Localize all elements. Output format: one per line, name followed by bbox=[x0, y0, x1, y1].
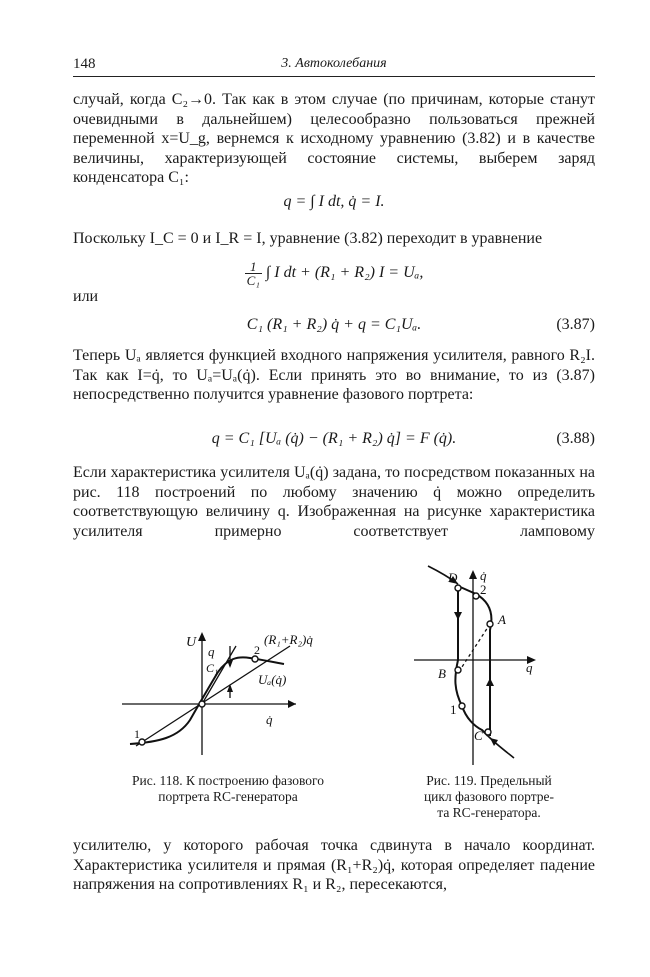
point-d bbox=[455, 585, 461, 591]
arrow-up-construction-head bbox=[227, 684, 233, 692]
figure-118-diagram bbox=[118, 620, 318, 760]
equation-3-88 bbox=[73, 427, 595, 451]
equation-charge bbox=[73, 190, 595, 214]
running-title: 3. Автоколебания bbox=[281, 56, 387, 71]
page-header bbox=[73, 56, 595, 74]
header-rule bbox=[73, 76, 595, 77]
arrow-q-over-c1-head bbox=[227, 660, 233, 668]
point-2 bbox=[473, 593, 479, 599]
paragraph-intro: случай, когда C₂→0. Так как в этом случае (по причинам, которые станут очевидными в дальнейшем) целесообразно пользоваться прежней переменной x=U_g, вернемся к исходному уравнению (3.82) и в качестве величины, характеризующей состояние системы, выберем заряд конденсатора C₁: bbox=[73, 91, 595, 186]
equation-3-87 bbox=[73, 313, 595, 337]
label-2: 2 bbox=[480, 582, 487, 597]
fraction-one-over-c1 bbox=[245, 260, 262, 287]
arrow-down-left bbox=[454, 612, 462, 620]
label-d: D bbox=[448, 570, 458, 585]
segment-unstable bbox=[460, 624, 490, 670]
equation-integral-rest: ∫ I dt + (R₁ + R₂) I = Uₐ, bbox=[265, 264, 424, 281]
label-b: B bbox=[438, 666, 446, 681]
cycle-right-branch bbox=[458, 586, 491, 736]
paragraph-amplifier: усилителю, у которого рабочая точка сдвинута в начало координат. Характеристика усилителя и прямая (R₁+R₂)q̇, которая определяет падение напряжения на сопротивлениях R₁ и R₂, пересекаются, bbox=[73, 837, 595, 893]
equation-3-87-body: C₁ (R₁ + R₂) q̇ + q = C₁Uₐ. bbox=[246, 316, 422, 333]
label-u: U bbox=[186, 635, 197, 650]
point-c bbox=[485, 729, 491, 735]
label-axis-qdot: q̇ bbox=[266, 712, 273, 727]
figure-118-caption bbox=[112, 773, 344, 805]
axis-qdot-arrow bbox=[469, 570, 477, 579]
figure-119-caption-line3: та RC-генератора. bbox=[437, 805, 541, 820]
label-q-over: q bbox=[208, 644, 215, 659]
fraction-denominator: C₁ bbox=[246, 272, 260, 288]
paragraph-now: Теперь Uₐ является функцией входного напряжения усилителя, равного R₂I. Так как I=q̇, то Uₐ=Uₐ(q̇). Если принять это во внимание, то из (3.87) непосредственно получится уравнение фазового портрета: bbox=[73, 347, 595, 403]
label-c: C bbox=[474, 728, 483, 743]
equation-3-88-number: (3.88) bbox=[556, 430, 595, 447]
figure-119-caption-line1: Рис. 119. Предельный bbox=[426, 773, 552, 788]
label-a: A bbox=[498, 612, 506, 627]
equation-charge-body: q = ∫ I dt, q̇ = I. bbox=[283, 193, 385, 210]
paragraph-since: Поскольку I_C = 0 и I_R = I, уравнение (3.82) переходит в уравнение bbox=[73, 230, 543, 247]
equation-integral bbox=[73, 258, 595, 288]
figure-119-diagram bbox=[410, 560, 560, 770]
fraction-numerator: 1 bbox=[250, 258, 257, 274]
label-point-1: 1 bbox=[134, 727, 140, 741]
point-b bbox=[455, 667, 461, 673]
word-or: или bbox=[73, 288, 99, 305]
equation-3-88-body: q = C₁ [Uₐ (q̇) − (R₁ + R₂) q̇] = F (q̇). bbox=[211, 430, 457, 447]
label-curve: Uₐ(q̇) bbox=[258, 672, 287, 687]
axis-u-arrow bbox=[198, 632, 206, 641]
figure-119-caption-line2: цикл фазового портре- bbox=[423, 789, 555, 804]
point-origin bbox=[199, 701, 205, 707]
page-number: 148 bbox=[73, 56, 96, 72]
point-1 bbox=[459, 703, 465, 709]
arrow-up-right bbox=[486, 678, 494, 686]
figure-118-caption-line1: Рис. 118. К построению фазового bbox=[131, 773, 324, 788]
label-point-2: 2 bbox=[254, 643, 260, 657]
label-c1: C₁ bbox=[206, 661, 219, 675]
cycle-left-branch bbox=[455, 586, 462, 706]
label-line: (R₁+R₂)q̇ bbox=[264, 632, 313, 647]
paragraph-characteristic: Если характеристика усилителя Uₐ(q̇) задана, то посредством показанных на рис. 118 построений по любому значению q̇ можно определить соответствующую величину q. Изображенная на рисунке характеристика усилителя примерно соответствует ламповому bbox=[73, 464, 595, 540]
label-1: 1 bbox=[450, 702, 457, 717]
axis-qdot-arrow bbox=[288, 700, 296, 708]
label-axis-q: q bbox=[526, 660, 533, 675]
point-a bbox=[487, 621, 493, 627]
label-axis-qdot: q̇ bbox=[480, 568, 487, 583]
figure-119-caption bbox=[404, 773, 574, 821]
equation-3-87-number: (3.87) bbox=[556, 316, 595, 333]
figure-118-caption-line2: портрета RC-генератора bbox=[158, 789, 298, 804]
